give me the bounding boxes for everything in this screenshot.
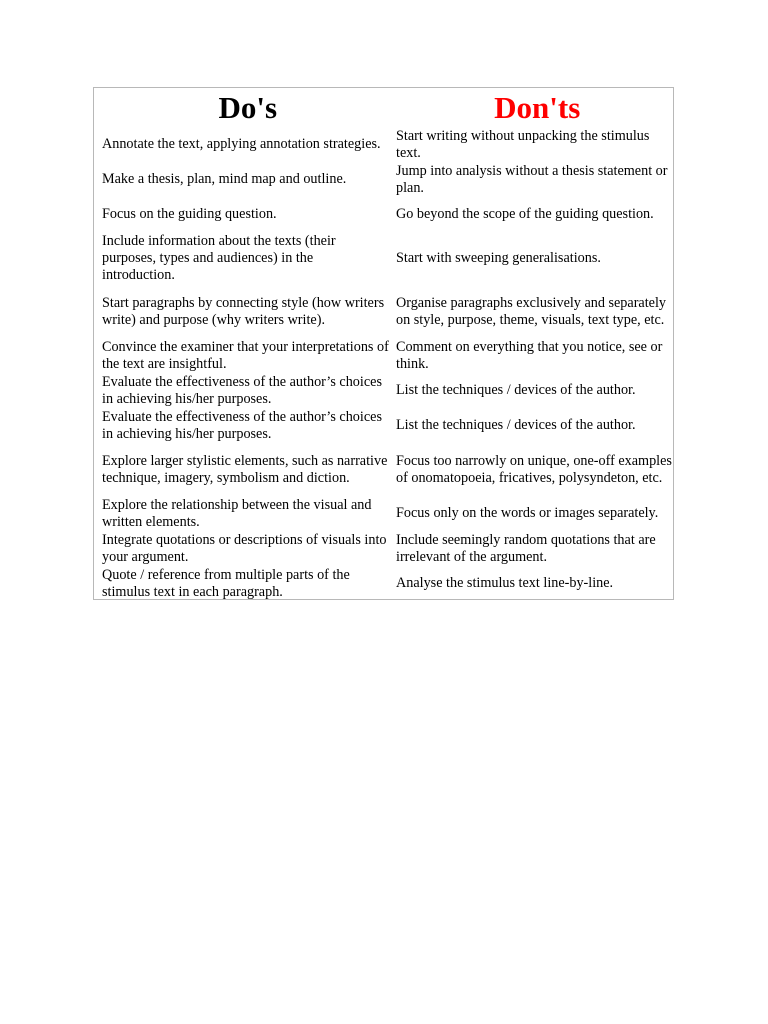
do-item: Integrate quotations or descriptions of visuals into your argument. — [102, 531, 387, 565]
do-item: Include information about the texts (their purposes, types and audiences) in the introduction. — [102, 233, 336, 283]
do-item: Evaluate the effectiveness of the author’s choices in achieving his/her purposes. — [102, 373, 382, 407]
do-item: Quote / reference from multiple parts of the stimulus text in each paragraph. — [102, 566, 350, 600]
table-row — [94, 496, 673, 531]
do-item: Annotate the text, applying annotation strategies. — [102, 136, 381, 152]
table-header — [94, 88, 673, 127]
table-row — [94, 566, 673, 601]
do-item: Convince the examiner that your interpretations of the text are insightful. — [102, 338, 389, 372]
do-item: Make a thesis, plan, mind map and outline. — [102, 171, 347, 187]
table-row — [94, 197, 673, 232]
do-item: Explore the relationship between the visual and written elements. — [102, 496, 372, 530]
dont-item: Focus only on the words or images separately. — [396, 505, 659, 521]
table-row — [94, 443, 673, 496]
table-row — [94, 232, 673, 285]
dos-donts-table — [93, 87, 674, 600]
donts-heading: Don'ts — [494, 90, 581, 125]
dont-item: Organise paragraphs exclusively and separately on style, purpose, theme, visuals, text type, etc. — [396, 294, 666, 328]
do-item: Focus on the guiding question. — [102, 206, 277, 222]
dont-item: Include seemingly random quotations that are irrelevant of the argument. — [396, 531, 656, 565]
dont-item: Start writing without unpacking the stimulus text. — [396, 127, 650, 161]
table-row — [94, 531, 673, 566]
table-row — [94, 162, 673, 197]
dos-heading: Do's — [218, 90, 278, 125]
do-item: Start paragraphs by connecting style (how writers write) and purpose (why writers write). — [102, 294, 385, 328]
dont-item: List the techniques / devices of the author. — [396, 417, 636, 433]
table-body — [94, 127, 673, 601]
dont-item: Go beyond the scope of the guiding question. — [396, 206, 654, 222]
dont-item: Start with sweeping generalisations. — [396, 250, 601, 266]
do-item: Evaluate the effectiveness of the author’s choices in achieving his/her purposes. — [102, 408, 382, 442]
table-row — [94, 373, 673, 408]
dont-item: Jump into analysis without a thesis statement or plan. — [396, 162, 668, 196]
dont-item: Focus too narrowly on unique, one-off examples of onomatopoeia, fricatives, polysyndeton, etc. — [396, 452, 672, 486]
dont-item: Analyse the stimulus text line-by-line. — [396, 575, 614, 591]
table-row — [94, 338, 673, 373]
table-row — [94, 285, 673, 338]
table-row — [94, 127, 673, 162]
dont-item: Comment on everything that you notice, see or think. — [396, 338, 663, 372]
dont-item: List the techniques / devices of the author. — [396, 382, 636, 398]
do-item: Explore larger stylistic elements, such as narrative technique, imagery, symbolism and diction. — [102, 452, 388, 486]
table-row — [94, 408, 673, 443]
